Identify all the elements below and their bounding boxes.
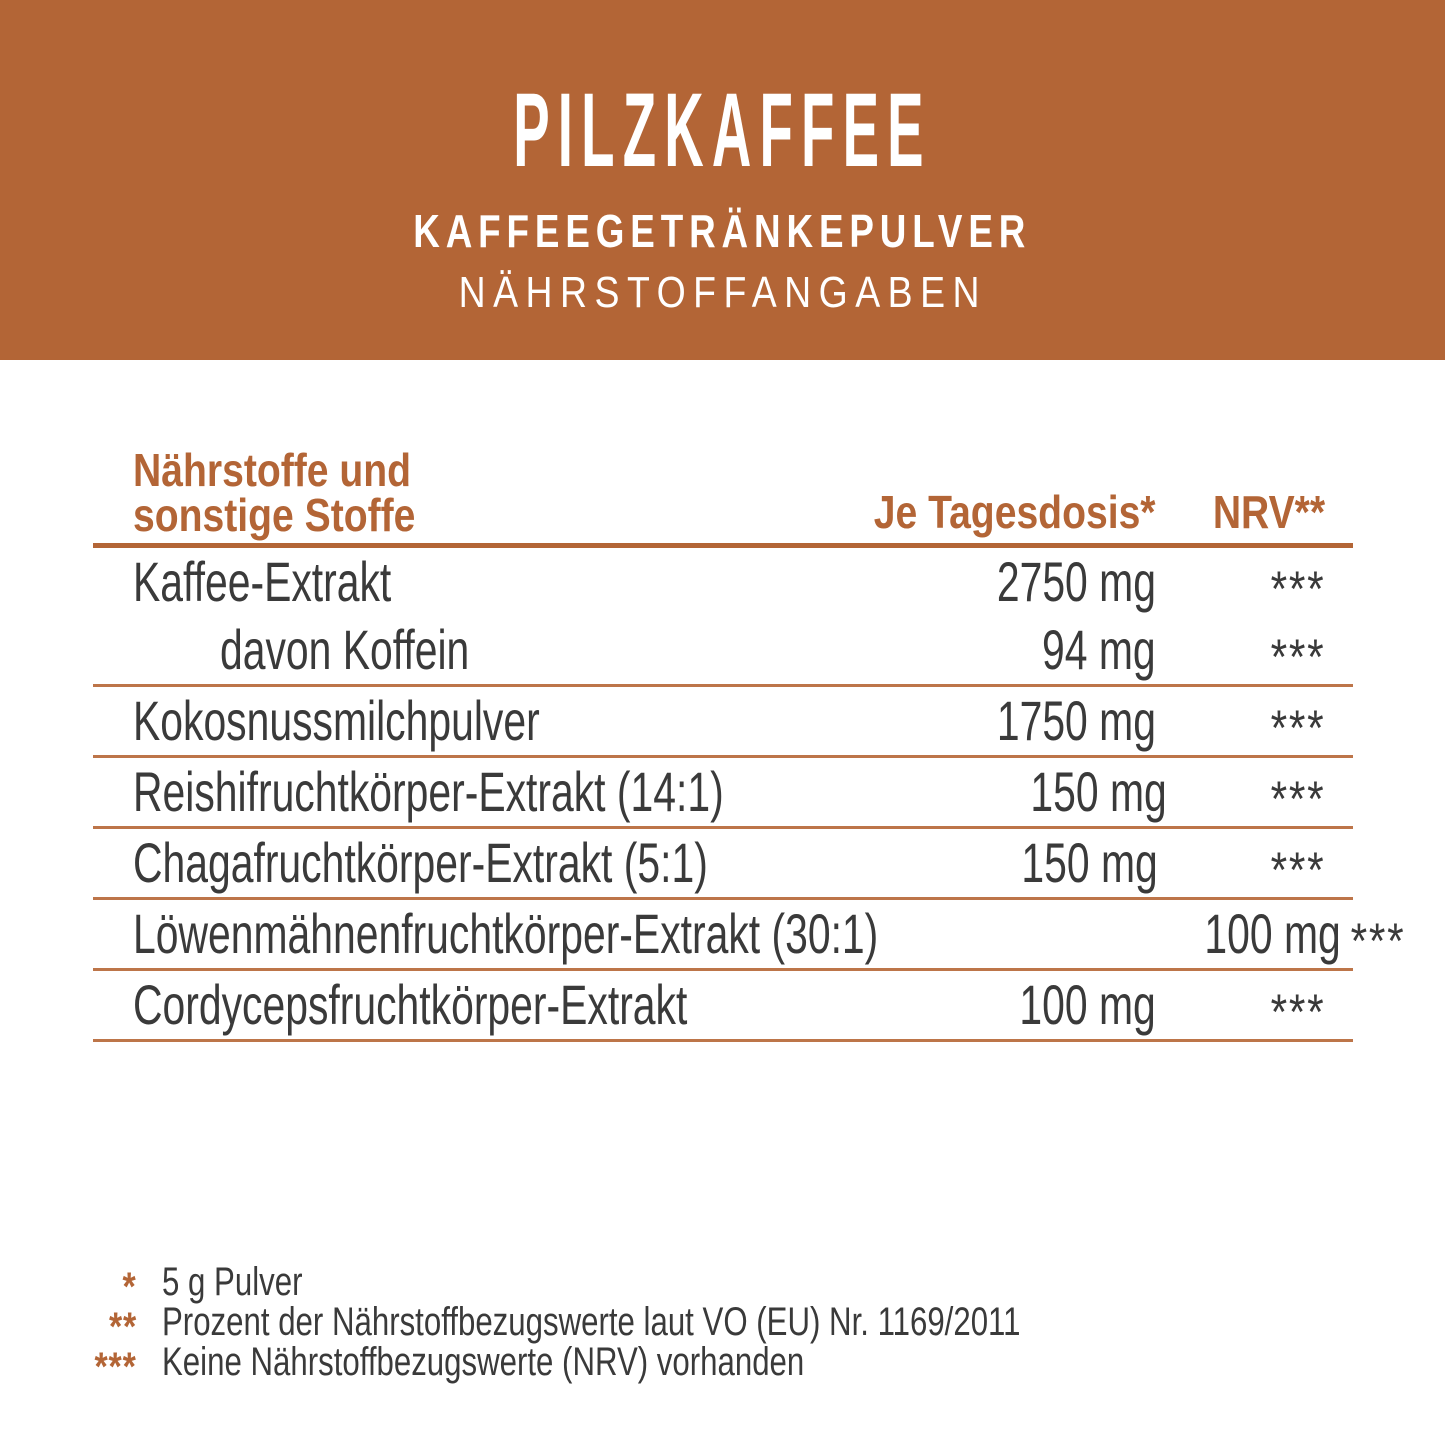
footnote-row <box>0 1300 1445 1349</box>
column-header-amount: Je Tagesdosis* <box>874 486 1156 538</box>
amount-cell: 100 mg <box>1019 973 1156 1036</box>
amount-cell: 1750 mg <box>996 689 1156 752</box>
table-header-row <box>93 444 1353 548</box>
table-body <box>93 548 1406 1042</box>
footnote-row <box>0 1340 1445 1389</box>
nutrient-name-cell: Reishifruchtkörper-Extrakt (14:1) <box>133 760 724 823</box>
nrv-cell: *** <box>1270 629 1325 685</box>
header-band <box>0 0 1445 360</box>
nutrient-name-cell: Kaffee-Extrakt <box>133 550 392 613</box>
footnote-marker: ** <box>108 1305 137 1349</box>
product-subtitle: KAFFEEGETRÄNKEPULVER <box>413 205 1032 257</box>
table-row <box>93 548 1353 616</box>
amount-cell: 94 mg <box>1042 618 1156 681</box>
footnote-text: Prozent der Nährstoffbezugswerte laut VO (EU) Nr. 1169/2011 <box>162 1300 1021 1344</box>
table-row <box>93 687 1353 758</box>
footnotes <box>0 1260 1445 1389</box>
nutrient-name-cell: davon Koffein <box>220 618 470 681</box>
column-header-nutrients-line1: Nährstoffe und <box>133 444 412 496</box>
table-row <box>93 971 1353 1042</box>
amount-cell: 100 mg <box>1204 902 1341 965</box>
nutrition-table <box>93 444 1406 1042</box>
nutrient-name-cell: Cordycepsfruchtkörper-Extrakt <box>133 973 688 1036</box>
table-row <box>93 829 1353 900</box>
section-title: NÄHRSTOFFANGABEN <box>458 268 987 317</box>
footnote-marker: *** <box>94 1345 137 1389</box>
nrv-cell: *** <box>1350 913 1406 969</box>
column-header-nutrients <box>93 444 816 541</box>
nutrient-name-cell: Kokosnussmilchpulver <box>133 689 540 752</box>
nrv-cell: *** <box>1270 984 1325 1040</box>
nrv-cell: *** <box>1270 842 1325 898</box>
footnote-text: 5 g Pulver <box>162 1260 303 1304</box>
column-header-nutrients-line2: sonstige Stoffe <box>133 489 416 541</box>
nrv-cell: *** <box>1270 771 1325 827</box>
column-header-nrv: NRV** <box>1212 486 1325 538</box>
footnote-row <box>0 1260 1445 1309</box>
table-row <box>93 900 1406 971</box>
footnote-marker: * <box>122 1265 137 1309</box>
amount-cell: 150 mg <box>1021 831 1158 894</box>
nrv-cell: *** <box>1270 561 1325 617</box>
table-row <box>93 616 1353 687</box>
nrv-cell: *** <box>1270 700 1325 756</box>
nutrient-name-cell: Löwenmähnenfruchtkörper-Extrakt (30:1) <box>133 902 879 965</box>
product-title: PILZKAFFEE <box>513 72 932 189</box>
footnote-text: Keine Nährstoffbezugswerte (NRV) vorhanden <box>162 1340 805 1384</box>
nutrient-name-cell: Chagafruchtkörper-Extrakt (5:1) <box>133 831 708 894</box>
amount-cell: 150 mg <box>1030 760 1167 823</box>
amount-cell: 2750 mg <box>996 550 1156 613</box>
table-row <box>93 758 1353 829</box>
